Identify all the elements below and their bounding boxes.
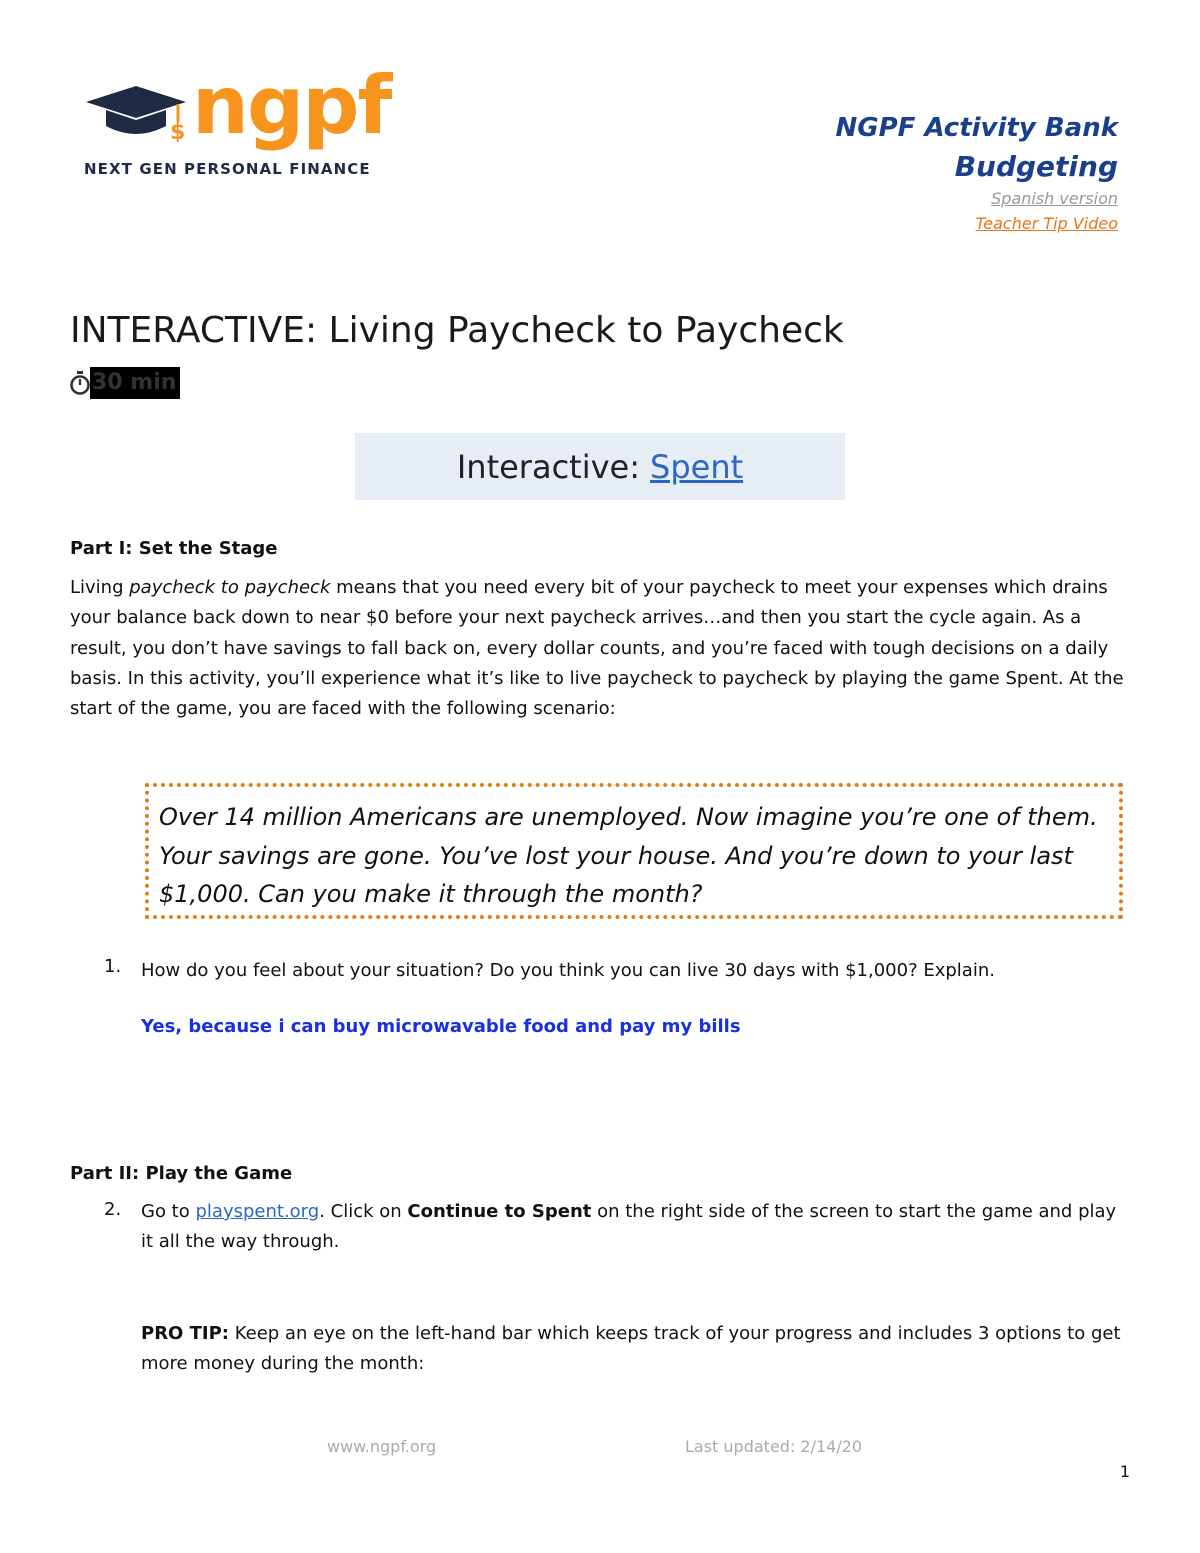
scenario-quote-box [145, 783, 1123, 919]
duration-badge [70, 367, 180, 399]
playspent-link[interactable]: playspent.org [195, 1201, 320, 1222]
question-2-number: 2. [104, 1199, 122, 1220]
footer-updated: Last updated: 2/14/20 [685, 1437, 863, 1456]
question-2-text: Go to playspent.org. Click on Continue to Spent on the right side of the screen to start the game and play it all the way through. [141, 1201, 1117, 1253]
graduation-cap-dollar-icon [84, 82, 189, 142]
page-number: 1 [1119, 1462, 1130, 1481]
logo-tagline: NEXT GEN PERSONAL FINANCE [84, 160, 371, 178]
logo-wordmark: ngpf [192, 59, 391, 152]
intro-paragraph: Living paycheck to paycheck means that you need every bit of your paycheck to meet your expenses which drains your balance back down to near $0 before your next paycheck arrives…and then you start the cycle again. As a result, you don’t have savings to fall back on, every dollar counts, and you’re faced with tough decisions on a daily basis. In this activity, you’ll experience what it’s like to live paycheck to paycheck by playing the game Spent. At the start of the game, you are faced with the following scenario: [70, 577, 1124, 720]
spanish-version-link[interactable]: Spanish version [991, 189, 1118, 208]
part-1-heading: Part I: Set the Stage [70, 538, 278, 559]
activity-topic: Budgeting [954, 150, 1118, 183]
spent-link[interactable]: Spent [650, 447, 744, 486]
pro-tip: PRO TIP: Keep an eye on the left-hand bar which keeps track of your progress and includes 3 options to get more money during the month: [141, 1323, 1121, 1375]
page-title: INTERACTIVE: Living Paycheck to Paycheck [70, 310, 844, 351]
interactive-callout [355, 433, 845, 500]
interactive-label: Interactive: [456, 447, 640, 486]
svg-text:$: $ [170, 120, 186, 142]
duration-text: 30 min [90, 367, 180, 399]
ngpf-logo [84, 59, 391, 182]
scenario-quote: Over 14 million Americans are unemployed. Now imagine you’re one of them. Your savings are gone. You’ve lost your house. And you’re down to your last $1,000. Can you make it through the month? [159, 803, 1098, 908]
question-1-text: How do you feel about your situation? Do you think you can live 30 days with $1,000? Explain. [141, 960, 995, 981]
question-1-answer[interactable]: Yes, because i can buy microwavable food and pay my bills [141, 1016, 741, 1037]
stopwatch-icon [70, 370, 90, 396]
part-2-heading: Part II: Play the Game [70, 1163, 293, 1184]
teacher-tip-video-link[interactable]: Teacher Tip Video [975, 214, 1118, 233]
question-1-number: 1. [104, 956, 122, 977]
activity-bank-title: NGPF Activity Bank [835, 113, 1118, 143]
footer-site: www.ngpf.org [327, 1437, 437, 1456]
